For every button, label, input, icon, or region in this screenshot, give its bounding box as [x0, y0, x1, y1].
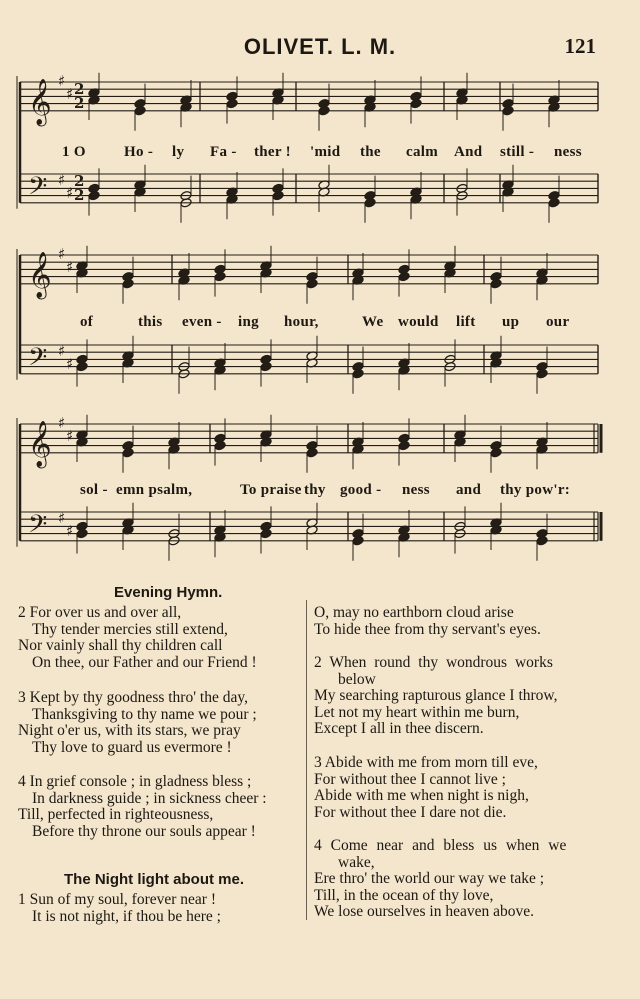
hymn-title-evening: Evening Hymn.: [114, 584, 223, 601]
lyric-syllable: our: [546, 314, 570, 330]
lyric-syllable: ther !: [254, 144, 291, 160]
sharp-icon: ♯: [66, 355, 74, 373]
lyric-syllable: 1 O: [62, 144, 86, 160]
lyric-syllable: hour,: [284, 314, 319, 330]
verse-line: 4 In grief console ; in gladness bless ;: [18, 773, 252, 790]
verse-line: 2 When round thy wondrous works: [314, 654, 553, 671]
time-signature: 2: [74, 186, 85, 204]
lyric-syllable: ly: [172, 144, 185, 160]
treble-clef-icon: 𝄞: [28, 78, 52, 125]
verse-line: Night o'er us, with its stars, we pray: [18, 722, 241, 740]
lyric-syllable: ing: [238, 314, 259, 330]
lyric-syllable: lift: [456, 314, 476, 330]
hymn2-verse-3: [314, 755, 538, 821]
lyric-syllable: thy pow'r:: [500, 482, 571, 498]
verse-line: Let not my heart within me burn,: [314, 703, 520, 721]
sharp-icon: ♯: [66, 84, 74, 103]
verse-line: 3 Kept by thy goodness thro' the day,: [18, 689, 248, 706]
verse-line: It is not night, if thou be here ;: [32, 907, 221, 925]
verse-line: Abide with me when night is nigh,: [314, 787, 529, 805]
lyric-syllable: ness: [554, 144, 582, 160]
lyric-syllable: thy: [304, 482, 326, 498]
verse-line: My searching rapturous glance I throw,: [314, 687, 558, 705]
verse-line: wake,: [338, 853, 375, 871]
lyric-syllable: good -: [340, 482, 382, 498]
lyric-syllable: sol -: [80, 482, 108, 498]
verse-line: To hide thee from thy servant's eyes.: [314, 620, 541, 638]
lyric-syllable: this: [138, 314, 163, 330]
hymn1-verse-continued: [314, 605, 541, 638]
lyric-syllable: would: [398, 314, 439, 330]
lyric-syllable: the: [360, 144, 381, 160]
sharp-icon: ♯: [58, 414, 66, 432]
sharp-icon: ♯: [66, 522, 74, 540]
sharp-icon: ♯: [58, 171, 66, 190]
verse-line: In darkness guide ; in sickness cheer :: [32, 789, 267, 807]
verse-line: For without thee I dare not die.: [314, 803, 507, 821]
lyric-syllable: 'mid: [310, 144, 341, 160]
treble-clef-icon: 𝄞: [28, 251, 52, 298]
verse-line: below: [338, 670, 376, 688]
hymn2-verse-1: [18, 892, 221, 925]
hymn1-verse-2: [18, 605, 257, 671]
verse-line: We lose ourselves in heaven above.: [314, 903, 534, 921]
lyric-syllable: We: [362, 314, 384, 330]
sharp-icon: ♯: [58, 72, 66, 90]
lyric-syllable: even -: [182, 314, 222, 330]
page-number: 121: [564, 34, 596, 58]
verse-line: 1 Sun of my soul, forever near !: [18, 891, 217, 908]
lyric-syllable: And: [454, 144, 483, 160]
lyric-syllable: emn psalm,: [116, 482, 193, 498]
lyric-syllable: ness: [402, 482, 430, 498]
verse-line: Thy love to guard us evermore !: [32, 738, 232, 756]
sharp-icon: ♯: [58, 509, 66, 528]
verse-line: Except I all in thee discern.: [314, 720, 484, 738]
lyric-syllable: calm: [406, 144, 439, 160]
verse-line: On thee, our Father and our Friend !: [32, 653, 257, 671]
verse-line: Thy tender mercies still extend,: [32, 620, 228, 638]
lyric-syllable: To praise: [240, 482, 302, 498]
lyrics-line-3: [0, 482, 640, 500]
lyrics-line-1: [0, 144, 640, 162]
treble-clef-icon: 𝄞: [28, 420, 52, 467]
sharp-icon: ♯: [58, 342, 66, 361]
verse-line: Till, perfected in righteousness,: [18, 806, 214, 824]
lyrics-line-2: [0, 314, 640, 332]
hymn-title-night-light: The Night light about me.: [64, 871, 244, 888]
sharp-icon: ♯: [66, 257, 74, 276]
verse-line: O, may no earthborn cloud arise: [314, 604, 514, 621]
hymn-tune-title: OLIVET. L. M.: [243, 34, 397, 59]
lyric-syllable: and: [456, 482, 482, 498]
column-divider: [306, 600, 307, 920]
verse-line: Till, in the ocean of thy love,: [314, 886, 494, 904]
time-signature: 2: [74, 172, 85, 190]
lyric-syllable: Fa -: [210, 144, 237, 160]
hymn1-verse-3: [18, 690, 257, 756]
verse-line: Thanksgiving to thy name we pour ;: [32, 705, 257, 723]
hymn2-verse-2: [314, 655, 557, 738]
sharp-icon: ♯: [58, 245, 66, 263]
lyric-syllable: of: [80, 314, 94, 330]
hymn2-verse-4: [314, 838, 566, 921]
verse-line: Ere thro' the world our way we take ;: [314, 870, 545, 888]
time-signature: 2: [74, 80, 85, 98]
lyric-syllable: still -: [500, 144, 535, 160]
verse-line: Before thy throne our souls appear !: [32, 822, 256, 840]
verse-line: 3 Abide with me from morn till eve,: [314, 754, 538, 771]
verse-line: 4 Come near and bless us when we: [314, 837, 567, 854]
time-signature: 2: [74, 94, 85, 112]
sharp-icon: ♯: [66, 184, 74, 202]
verse-line: 2 For over us and over all,: [18, 604, 182, 621]
hymn1-verse-4: [18, 774, 267, 840]
bass-clef-icon: 𝄢: [28, 509, 48, 545]
verse-line: For without thee I cannot live ;: [314, 770, 506, 788]
bass-clef-icon: 𝄢: [28, 171, 48, 207]
lyric-syllable: Ho -: [124, 144, 154, 160]
lyric-syllable: up: [502, 314, 520, 330]
verse-line: Nor vainly shall thy children call: [18, 637, 223, 655]
bass-clef-icon: 𝄢: [28, 342, 48, 378]
sharp-icon: ♯: [66, 426, 74, 445]
